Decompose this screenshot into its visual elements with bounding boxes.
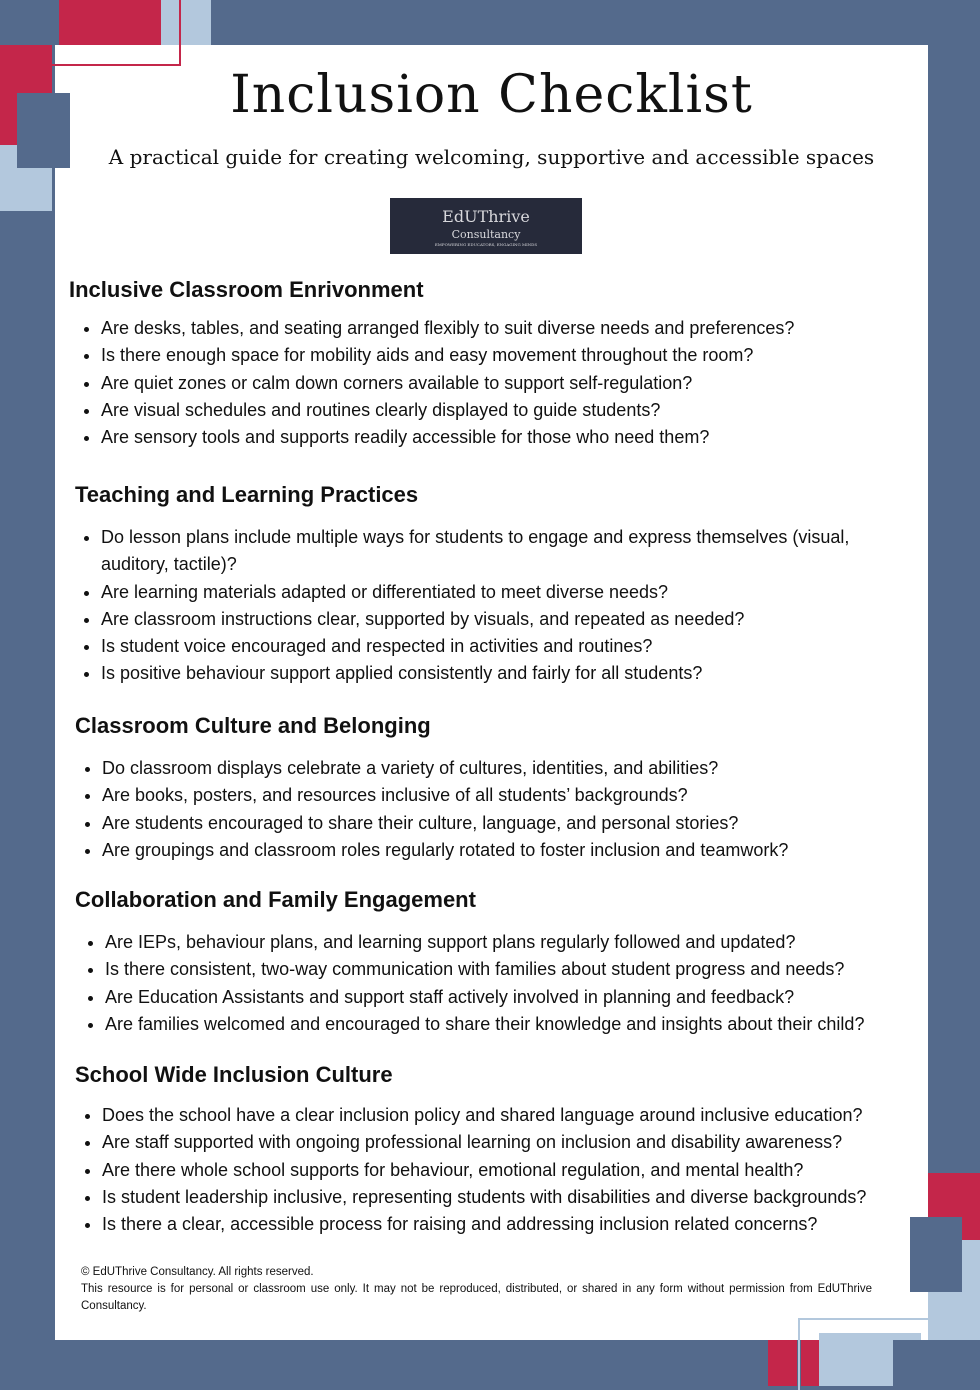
section-heading: Collaboration and Family Engagement [75, 887, 476, 912]
checklist-item: • Is there a clear, accessible process for raising and addressing inclusion related concerns? [102, 1211, 918, 1238]
checklist-section [75, 713, 918, 864]
copyright: © EdUThrive Consultancy. All rights reserved. [81, 1266, 314, 1278]
section-heading: School Wide Inclusion Culture [75, 1062, 393, 1087]
footer [81, 1264, 872, 1315]
checklist-section [75, 887, 918, 1038]
decor-block [910, 1217, 962, 1292]
decor-block [893, 1340, 980, 1386]
checklist-item: • Is student leadership inclusive, representing students with disabilities and diverse backgrounds? [102, 1184, 918, 1211]
checklist-item: • Are sensory tools and supports readily accessible for those who need them? [101, 424, 918, 451]
usage-notice: This resource is for personal or classroom use only. It may not be reproduced, distributed, or shared in any form without permission from EdUThrive Consultancy. [81, 1283, 872, 1312]
decor-block [801, 1340, 819, 1386]
logo-name: EdUThrive [442, 207, 530, 226]
checklist-item: • Are there whole school supports for behaviour, emotional regulation, and mental health? [102, 1157, 918, 1184]
checklist-item: • Are desks, tables, and seating arranged flexibly to suit diverse needs and preferences? [101, 315, 918, 342]
checklist-item: • Is there consistent, two-way communication with families about student progress and needs? [105, 956, 918, 983]
checklist-item: • Are learning materials adapted or differentiated to meet diverse needs? [101, 579, 918, 606]
checklist-item: • Are IEPs, behaviour plans, and learning support plans regularly followed and updated? [105, 929, 918, 956]
section-heading: Inclusive Classroom Enrivonment [69, 277, 424, 302]
checklist-item: • Are quiet zones or calm down corners available to support self-regulation? [101, 370, 918, 397]
checklist-item: • Are students encouraged to share their culture, language, and personal stories? [102, 810, 918, 837]
checklist-item: • Does the school have a clear inclusion policy and shared language around inclusive education? [102, 1102, 918, 1129]
checklist-page [55, 45, 928, 1340]
checklist-item: • Are books, posters, and resources inclusive of all students’ backgrounds? [102, 782, 918, 809]
checklist-items [69, 315, 918, 451]
checklist-items [75, 755, 918, 864]
decor-block [17, 93, 70, 168]
section-heading: Classroom Culture and Belonging [75, 713, 431, 738]
checklist-item: • Is student voice encouraged and respected in activities and routines? [101, 633, 918, 660]
checklist-section [75, 482, 918, 688]
checklist-item: • Are visual schedules and routines clearly displayed to guide students? [101, 397, 918, 424]
section-heading: Teaching and Learning Practices [75, 482, 419, 507]
checklist-item: • Do lesson plans include multiple ways for students to engage and express themselves (visual, auditory, tactile)? [101, 524, 918, 579]
decor-block [768, 1340, 797, 1386]
decor-outline [52, 0, 181, 66]
checklist-item: • Is positive behaviour support applied consistently and fairly for all students? [101, 660, 918, 687]
checklist-items [75, 1102, 918, 1238]
page-title: Inclusion Checklist [230, 65, 753, 125]
checklist-item: • Are families welcomed and encouraged to share their knowledge and insights about their child? [105, 1011, 918, 1038]
checklist-item: • Do classroom displays celebrate a variety of cultures, identities, and abilities? [102, 755, 918, 782]
checklist-items [75, 524, 918, 688]
checklist-item: • Is there enough space for mobility aids and easy movement throughout the room? [101, 342, 918, 369]
checklist-item: • Are staff supported with ongoing professional learning on inclusion and disability awareness? [102, 1129, 918, 1156]
checklist-items [75, 929, 918, 1038]
logo [390, 198, 582, 254]
logo-tagline: EMPOWERING EDUCATORS, ENGAGING MINDS [434, 242, 538, 247]
checklist-item: • Are classroom instructions clear, supported by visuals, and repeated as needed? [101, 606, 918, 633]
checklist-item: • Are Education Assistants and support staff actively involved in planning and feedback? [105, 984, 918, 1011]
page-subtitle: A practical guide for creating welcoming, supportive and accessible spaces [108, 145, 875, 169]
checklist-item: • Are groupings and classroom roles regularly rotated to foster inclusion and teamwork? [102, 837, 918, 864]
checklist-section [75, 1062, 918, 1238]
checklist-section [69, 277, 918, 451]
logo-sub: Consultancy [451, 228, 521, 241]
